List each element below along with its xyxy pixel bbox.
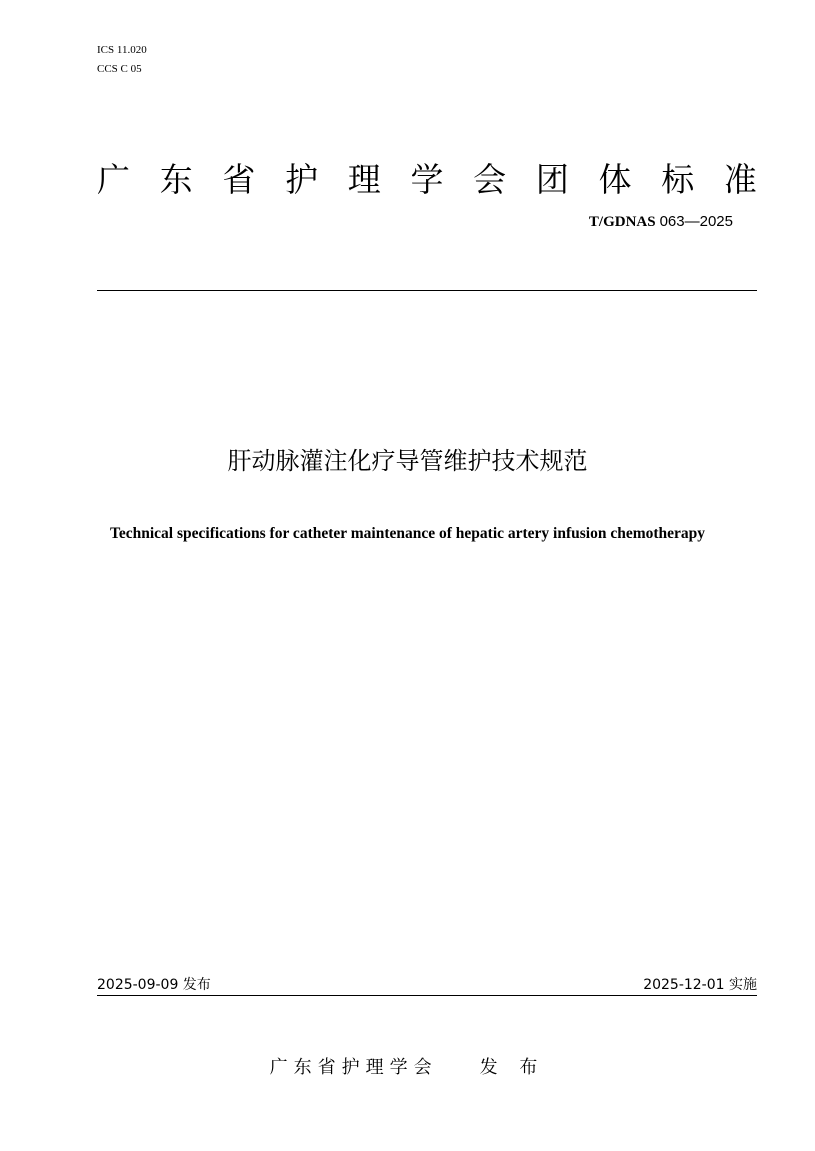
ics-code: ICS 11.020 <box>97 44 147 56</box>
date-row <box>97 975 757 995</box>
ccs-code: CCS C 05 <box>97 63 142 75</box>
header-divider <box>97 290 757 291</box>
title-char: 会 <box>473 160 507 199</box>
date-divider <box>97 995 757 996</box>
title-char: 东 <box>159 160 193 199</box>
title-char: 准 <box>723 160 757 199</box>
title-char: 理 <box>347 160 381 199</box>
publish-date: 2025-09-09 发布 <box>97 977 211 993</box>
issuer-action: 发 布 <box>479 1057 546 1078</box>
standard-code: 063—2025 <box>659 213 733 230</box>
title-char: 学 <box>410 160 444 199</box>
title-char: 广 <box>97 160 130 199</box>
title-char: 体 <box>598 160 632 199</box>
standard-prefix: T/GDNAS <box>588 214 656 230</box>
classification-codes <box>97 41 147 79</box>
title-char: 护 <box>285 160 319 199</box>
issuer-org: 广东省护理学会 <box>269 1057 438 1078</box>
issuer-line <box>0 1054 815 1082</box>
title-char: 省 <box>222 160 256 199</box>
title-char: 标 <box>661 160 695 199</box>
standard-number <box>589 211 733 232</box>
document-title-cn: 肝动脉灌注化疗导管维护技术规范 <box>227 447 588 475</box>
document-title-en: Technical specifications for catheter maintenance of hepatic artery infusion chemotherapy <box>109 525 706 542</box>
title-char: 团 <box>535 160 569 199</box>
standard-type-title <box>97 158 757 202</box>
implement-date: 2025-12-01 实施 <box>643 977 757 993</box>
